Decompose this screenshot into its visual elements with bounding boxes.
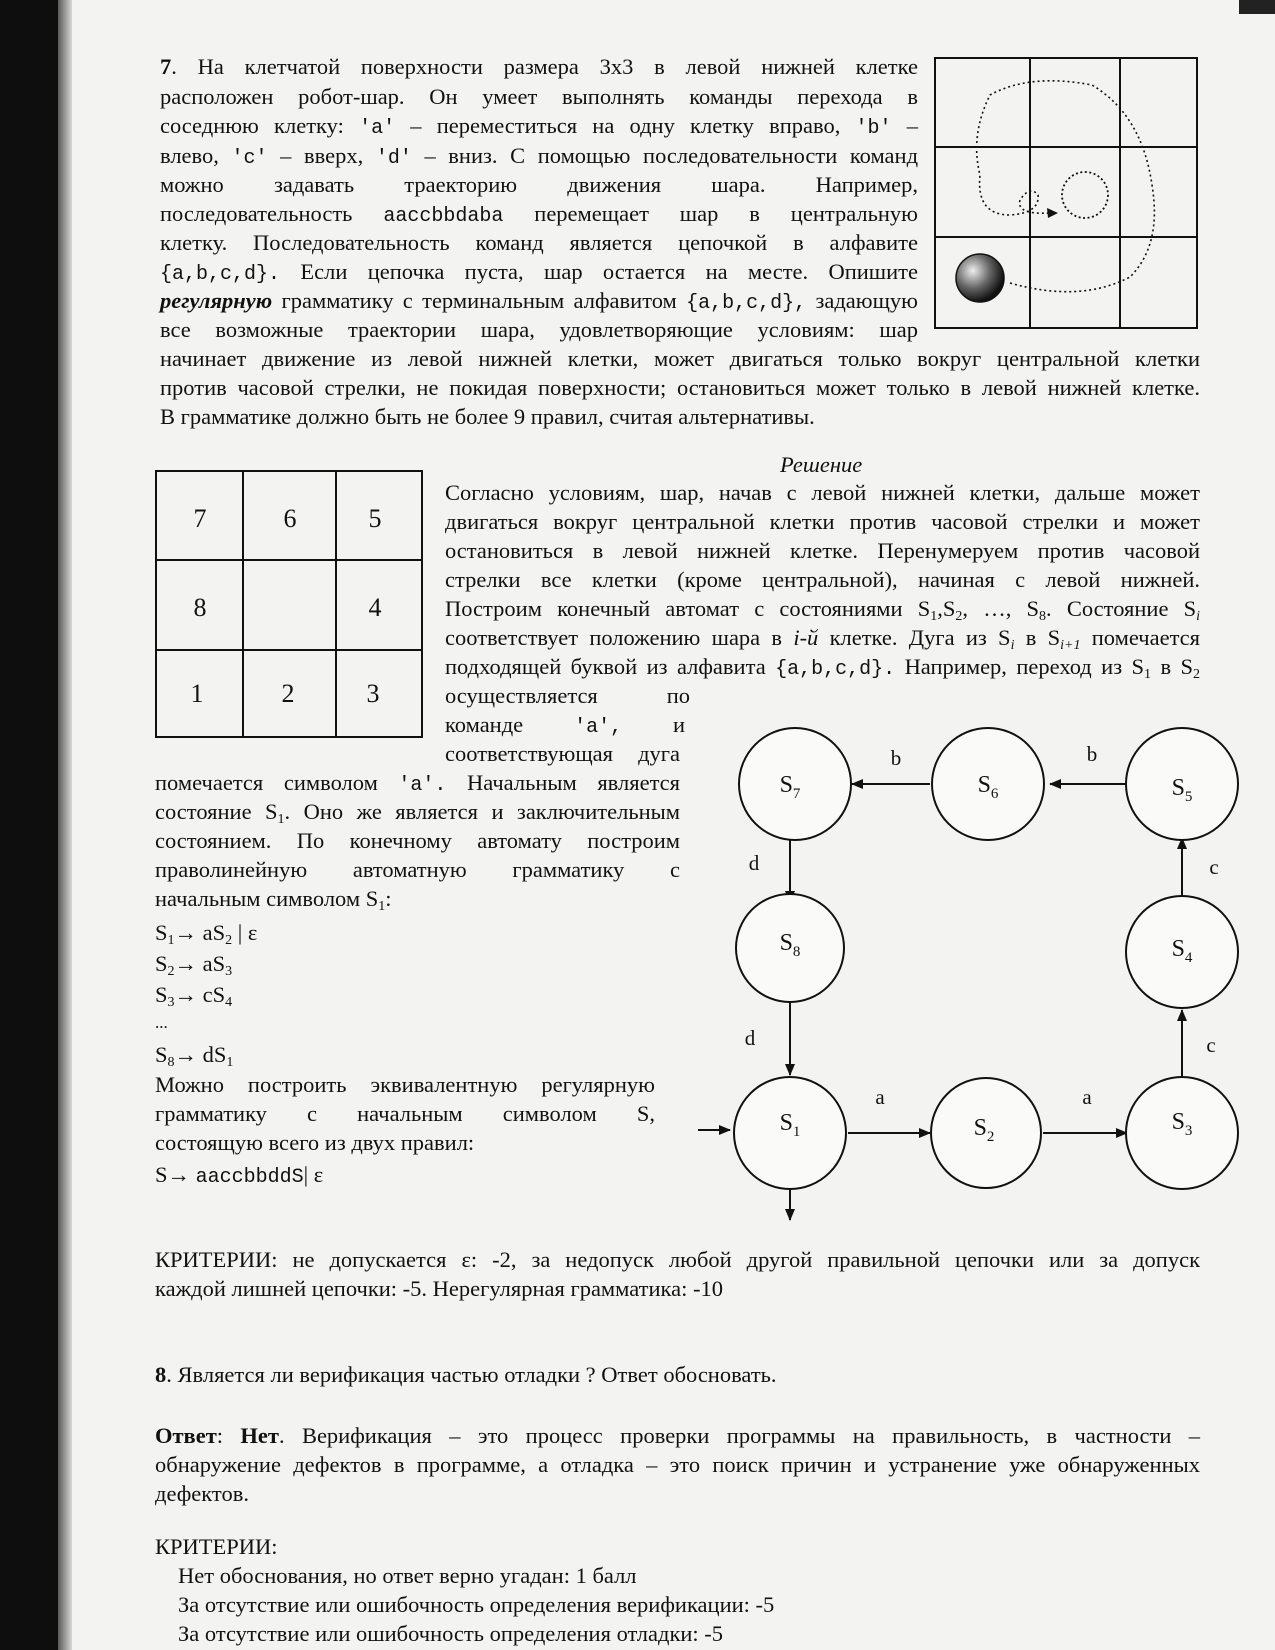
p8-answer-line-3: дефектов. — [155, 1481, 249, 1506]
edge-label: c — [1206, 1033, 1216, 1057]
edge-label: b — [890, 746, 902, 770]
p7-line-5: можно задавать траекторию движения шара. Например, — [160, 172, 918, 197]
equiv-line-1: Можно построить эквивалентную регулярную — [155, 1072, 655, 1097]
p7-line-2: расположен робот-шар. Он умеет выполнять команды перехода в — [160, 84, 918, 109]
cell-number: 7 — [193, 504, 207, 533]
edge-label: b — [1086, 742, 1098, 766]
grammar-rule: $S_2\to aS_3$ — [155, 951, 233, 979]
sol-line-15: начальным символом $S_1$: — [155, 886, 392, 914]
p7-line-13: В грамматике должно быть не более 9 правил, считая альтернативы. — [160, 404, 815, 429]
sol-line-2: двигаться вокруг центральной клетки против часовой стрелки и может — [445, 509, 1200, 534]
sol-line-14: праволинейную автоматную грамматику с — [155, 857, 680, 882]
cell-number: 4 — [368, 593, 382, 622]
svg-text:S6: $S_6$ — [977, 772, 999, 802]
p7-line-8: {a,b,c,d}. Если цепочка пуста, шар остается на месте. Опишите — [160, 259, 918, 286]
p7-line-9: регулярную грамматику с терминальным алфавитом {a,b,c,d}, задающую — [160, 288, 918, 315]
p7-line-11: начинает движение из левой нижней клетки, может двигаться только вокруг центральной клетки — [160, 346, 1200, 371]
edge-label: a — [875, 1085, 885, 1109]
p7-line-4: влево, 'c' – вверх, 'd' – вниз. С помощью последовательности команд — [160, 143, 919, 170]
sol-line-6: соответствует положению шара в i-й клетке. Дуга из $S_i$ в $S_{i+1}$ помечается — [445, 625, 1201, 653]
criteria7-line-1: КРИТЕРИИ: не допускается ε: -2, за недопуск любой другой правильной цепочки или за допуск — [155, 1247, 1200, 1272]
grammar-rule: $S_3\to cS_4$ — [155, 982, 233, 1010]
p7-line-1: 7. На клетчатой поверхности размера 3x3 в левой нижней клетке — [160, 54, 918, 79]
p7-line-10: все возможные траектории шара, удовлетворяющие условиям: шар — [160, 317, 918, 342]
equiv-line-3: состоящую всего из двух правил: — [155, 1130, 475, 1155]
grammar-rule: $S_1\to aS_2$ | ε — [155, 920, 258, 948]
svg-text:S3: $S_3$ — [1171, 1109, 1193, 1139]
sol-line-11: помечается символом 'a'. Начальным является — [155, 770, 681, 797]
criteria7-line-2: каждой лишней цепочки: -5. Нерегулярная грамматика: -10 — [155, 1276, 723, 1301]
p8-criterion: За отсутствие или ошибочность определения отладки: -5 — [178, 1621, 724, 1646]
cell-number: 2 — [281, 679, 295, 708]
sol-line-7: подходящей буквой из алфавита {a,b,c,d}. Например, переход из $S_1$ в $S_2$ — [445, 654, 1201, 682]
sol-line-12: состояние $S_1$. Оно же является и заключительным — [155, 799, 680, 827]
svg-text:S1: $S_1$ — [779, 1110, 801, 1140]
state-s1 — [734, 1077, 846, 1189]
svg-text:S8: $S_8$ — [779, 930, 801, 960]
sol-line-4: стрелки все клетки (кроме центральной), начиная с левой нижней. — [445, 567, 1200, 592]
sol-line-10: соответствующая дуга — [445, 741, 680, 766]
grammar-ellipsis: ... — [155, 1013, 168, 1032]
equiv-line-2: грамматику с начальным символом S, — [155, 1101, 655, 1126]
p7-line-6: последовательность aaccbbdaba перемещает шар в центральную — [160, 201, 918, 228]
p7-line-3: соседнюю клетку: 'a' – переместиться на одну клетку вправо, 'b' – — [160, 113, 919, 140]
sol-line-9: команде 'a', и — [445, 712, 686, 739]
p8-question: 8. Является ли верификация частью отладки ? Ответ обосновать. — [155, 1362, 777, 1387]
p8-answer-line-2: обнаружение дефектов в программе, а отладка – это поиск причин и устранение уже обнаруженных — [155, 1452, 1200, 1477]
sol-line-3: остановиться в левой нижней клетке. Перенумеруем против часовой — [445, 538, 1200, 563]
grammar-rule: $S_8\to dS_1$ — [155, 1042, 234, 1070]
p8-criteria-heading: КРИТЕРИИ: — [155, 1534, 278, 1559]
cell-number: 3 — [366, 679, 380, 708]
p8-criterion: За отсутствие или ошибочность определения верификации: -5 — [178, 1592, 775, 1617]
state-s6 — [932, 728, 1044, 840]
cell-number: 1 — [190, 679, 204, 708]
state-s5 — [1126, 728, 1238, 840]
state-s4 — [1126, 896, 1238, 1008]
state-s2 — [931, 1078, 1041, 1188]
svg-text:S2: $S_2$ — [973, 1115, 995, 1145]
edge-label: d — [748, 851, 760, 875]
final-grammar-rule: S→ aaccbbddS| ε — [155, 1162, 324, 1189]
state-s7 — [739, 728, 851, 840]
cell-number: 6 — [283, 504, 297, 533]
solution-heading: Решение — [780, 452, 863, 477]
edge-label: d — [744, 1026, 756, 1050]
p8-answer-line-1: Ответ: Нет. Верификация – это процесс проверки программы на правильность, в частности – — [155, 1423, 1200, 1448]
p8-criterion: Нет обоснования, но ответ верно угадан: 1 балл — [178, 1563, 637, 1588]
cell-number: 8 — [193, 593, 207, 622]
sol-line-5: Построим конечный автомат с состояниями $S_1,S_2$, …, $S_8$. Состояние $S_i$ — [445, 596, 1201, 624]
state-s3 — [1126, 1077, 1238, 1189]
sol-line-1: Согласно условиям, шар, начав с левой нижней клетки, дальше может — [445, 480, 1200, 505]
svg-text:S7: $S_7$ — [779, 772, 801, 802]
cell-number: 5 — [368, 504, 382, 533]
edge-label: a — [1082, 1085, 1092, 1109]
svg-text:S5: $S_5$ — [1171, 775, 1193, 805]
svg-text:S4: $S_4$ — [1171, 936, 1193, 966]
sol-line-13: состоянием. По конечному автомату построим — [155, 828, 680, 853]
edge-label: c — [1209, 855, 1219, 879]
sol-line-8: осуществляется по — [445, 683, 690, 708]
p7-line-12: против часовой стрелки, не покидая поверхности; остановиться может только в левой нижней клетке. — [160, 375, 1200, 400]
state-s8 — [736, 894, 844, 1002]
p7-line-7: клетку. Последовательность команд является цепочкой в алфавите — [160, 230, 918, 255]
